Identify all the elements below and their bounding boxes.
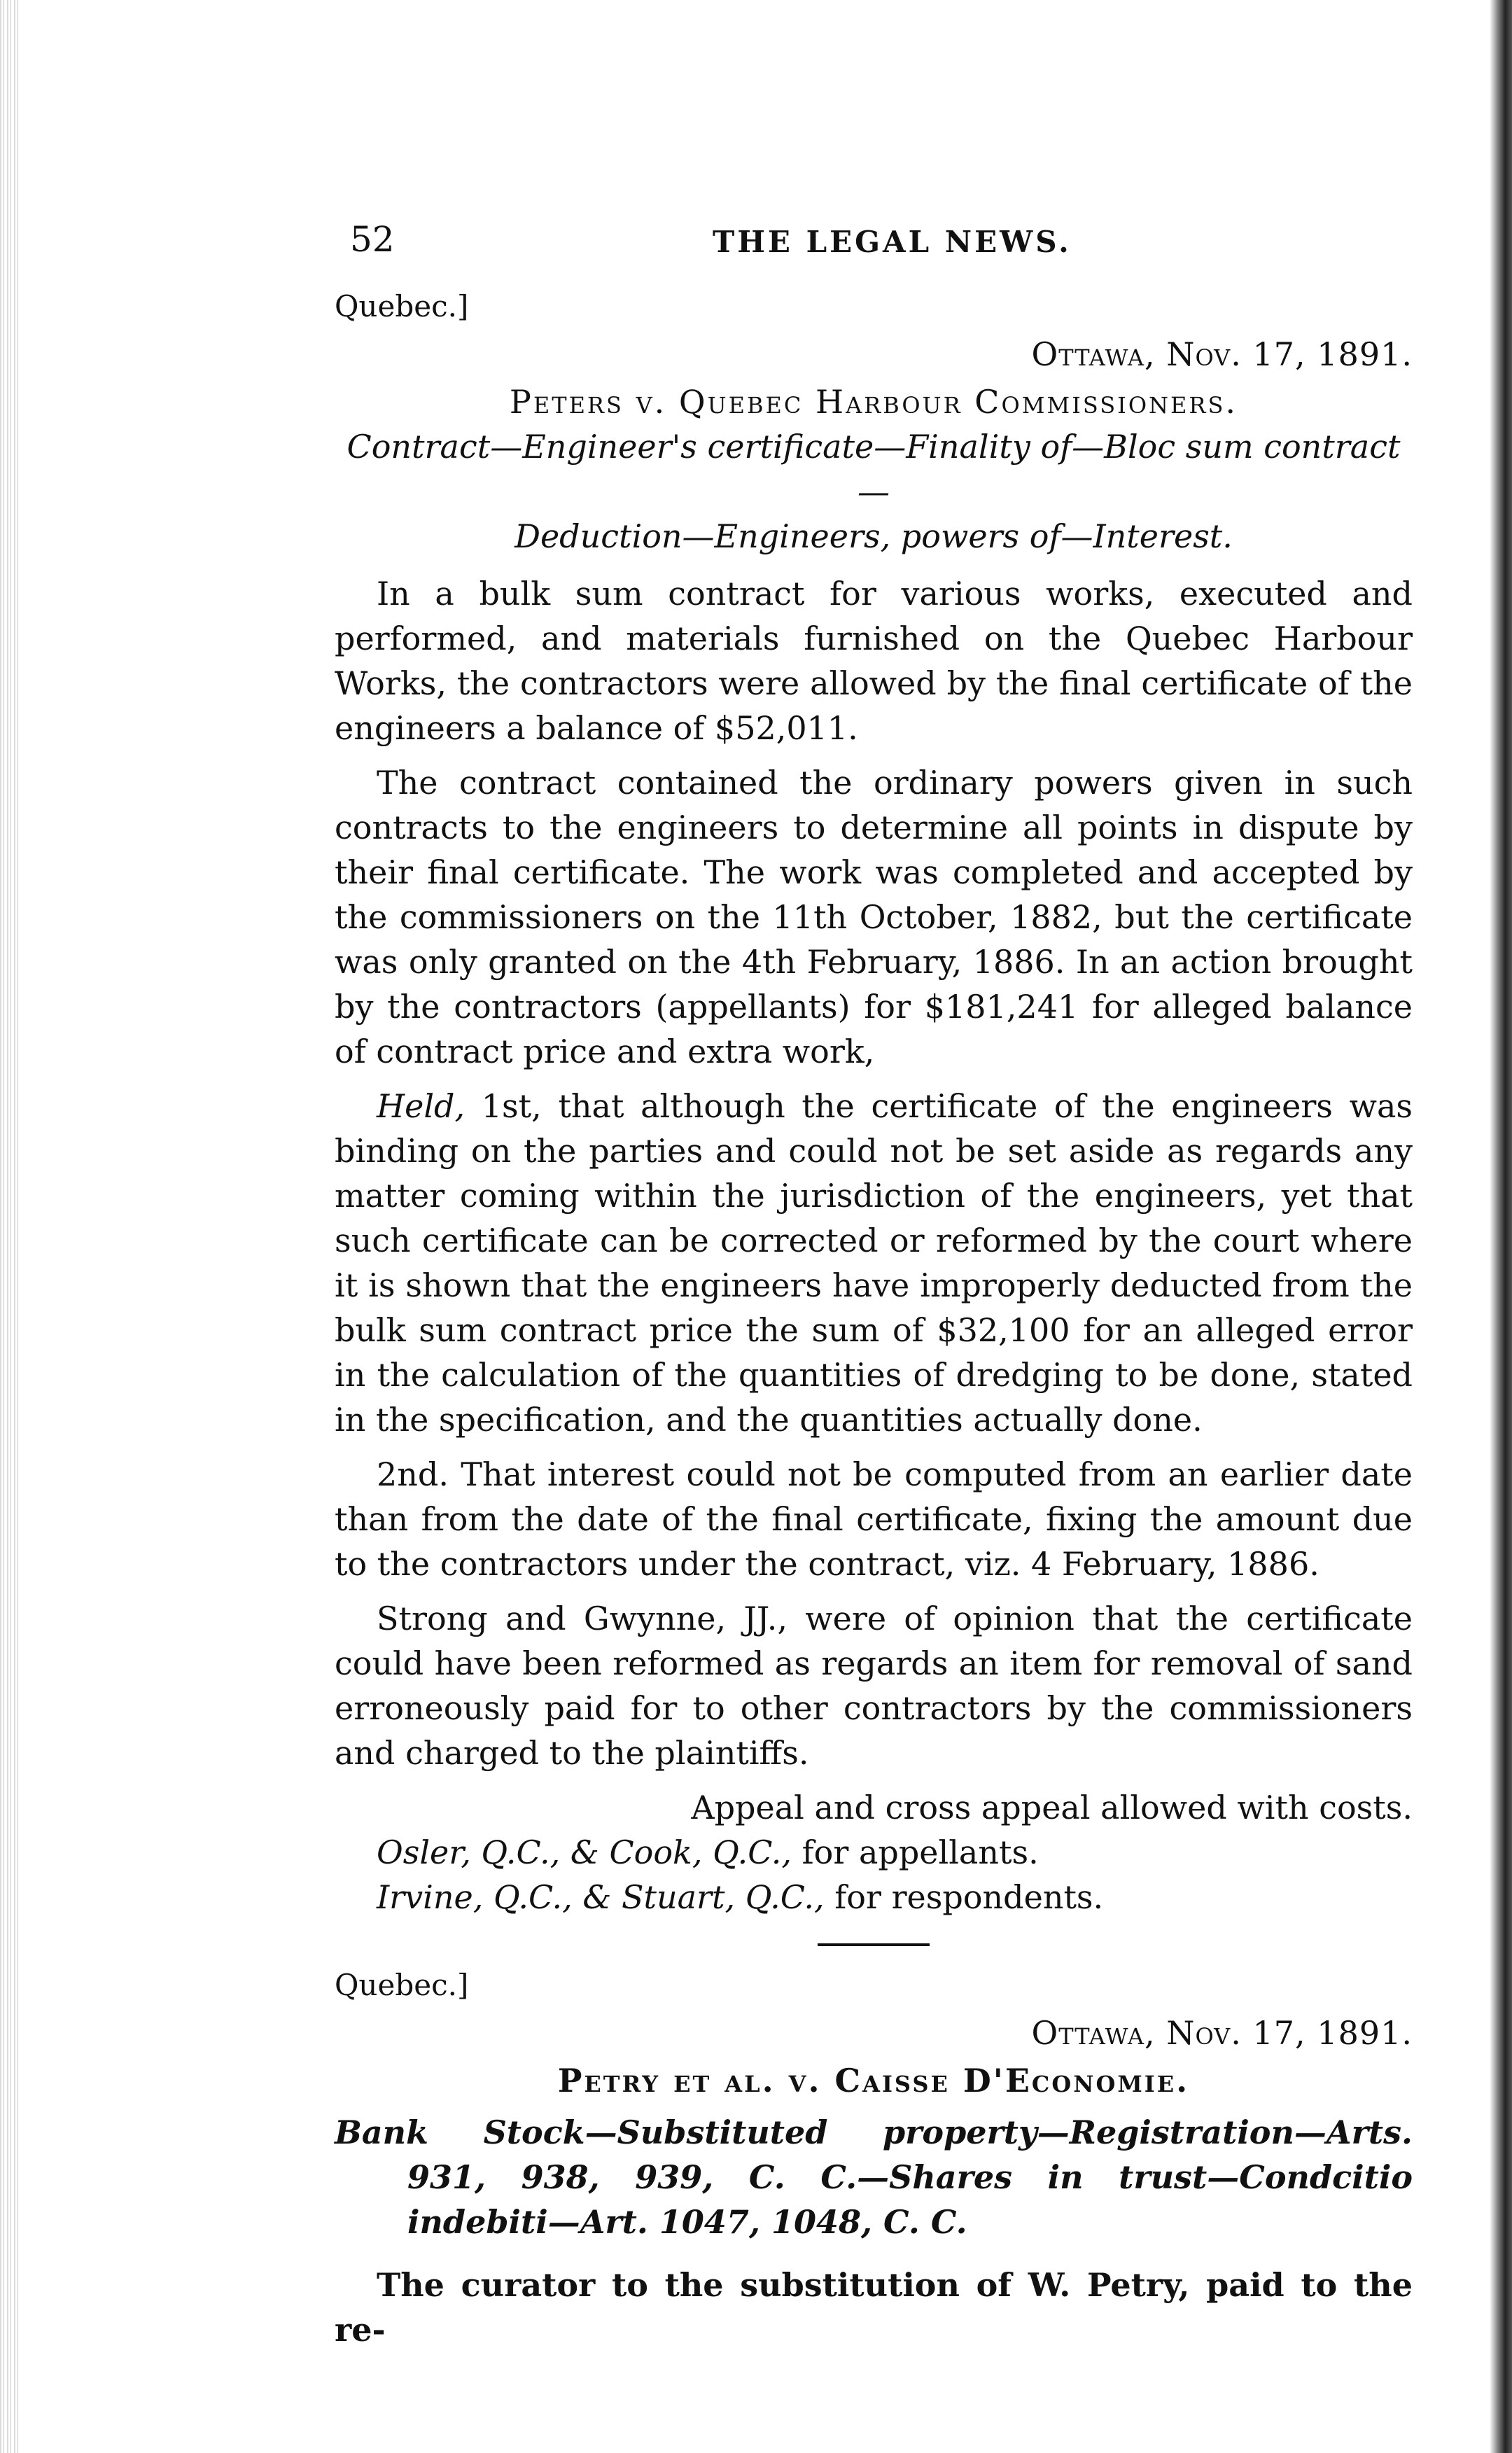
case2-headnote: Bank Stock—Substituted property—Registration—Arts. 931, 938, 939, C. C.—Shares in trust—Condcitio indebiti—Art. 1047, 1048, C. C. — [335, 2113, 1413, 2241]
counsel-appellants-names: Osler, Q.C., & Cook, Q.C., — [377, 1833, 792, 1871]
case2-title: Petry et al. v. Caisse D'Economie. — [557, 2062, 1190, 2099]
case1-paragraph-3 — [335, 1084, 1413, 1442]
document-page — [335, 210, 1413, 2352]
page-number: 52 — [350, 219, 395, 260]
case2-province: Quebec.] — [335, 1968, 469, 2002]
case1-headnote — [335, 424, 1413, 559]
held-label: Held, — [377, 1087, 465, 1125]
running-head — [335, 210, 1413, 266]
case1-paragraph-5: Strong and Gwynne, JJ., were of opinion that the certificate could have been reformed as regards an item for removal of sand erroneously paid for to other contractors by the commissioners and charged to the plaintiffs. — [335, 1600, 1413, 1772]
case1-dateline: Ottawa, Nov. 17, 1891. — [1031, 335, 1413, 373]
case2-paragraph-1: The curator to the substitution of W. Petry, paid to the re- — [335, 2266, 1413, 2349]
scan-right-edge — [1490, 0, 1512, 2453]
counsel-respondents-names: Irvine, Q.C., & Stuart, Q.C., — [377, 1878, 825, 1916]
case1-paragraph-2: The contract contained the ordinary powers given in such contracts to the engineers to determine all points in dispute by their final certificate. The work was completed and accepted by the commissioners on the 11th October, 1882, but the certificate was only granted on the 4th February, 1886. In an action brought by the contractors (appellants) for $181,241 for alleged balance of contract price and extra work, — [335, 764, 1413, 1070]
case1-title: Peters v. Quebec Harbour Commissioners. — [509, 383, 1238, 421]
held-text: 1st, that although the certificate of the engineers was binding on the parties and could not be set aside as regards any matter coming within the jurisdiction of the engineers, yet that such certificate can be corrected or reformed by the court where it is shown that the engineers have improperly deducted from the bulk sum contract price the sum of $32,100 for an alleged error in the calculation of the quantities of dredging to be done, stated in the specification, and the quantities actually done. — [335, 1087, 1413, 1439]
case1-disposition: Appeal and cross appeal allowed with costs. — [691, 1789, 1413, 1826]
counsel-appellants — [335, 1830, 1413, 1875]
case2-dateline: Ottawa, Nov. 17, 1891. — [1031, 2014, 1413, 2052]
case1-headnote-line2: Deduction—Engineers, powers of—Interest. — [514, 517, 1233, 555]
case1-paragraph-4: 2nd. That interest could not be computed from an earlier date than from the date of the final certificate, fixing the amount due to the contractors under the contract, viz. 4 February, 1886. — [335, 1455, 1413, 1583]
case1-paragraph-1: In a bulk sum contract for various works, executed and performed, and materials furnished on the Quebec Harbour Works, the contractors were allowed by the final certificate of the engineers a balance of $52,011. — [335, 575, 1413, 747]
section-divider — [818, 1943, 930, 1946]
counsel-respondents — [335, 1875, 1413, 1920]
journal-title: THE LEGAL NEWS. — [713, 225, 1072, 259]
case1-province: Quebec.] — [335, 289, 469, 323]
counsel-appellants-role: for appellants. — [792, 1833, 1039, 1871]
scan-left-edge — [0, 0, 18, 2453]
counsel-respondents-role: for respondents. — [824, 1878, 1104, 1916]
case1-headnote-line1: Contract—Engineer's certificate—Finality of—Bloc sum contract— — [346, 428, 1401, 510]
